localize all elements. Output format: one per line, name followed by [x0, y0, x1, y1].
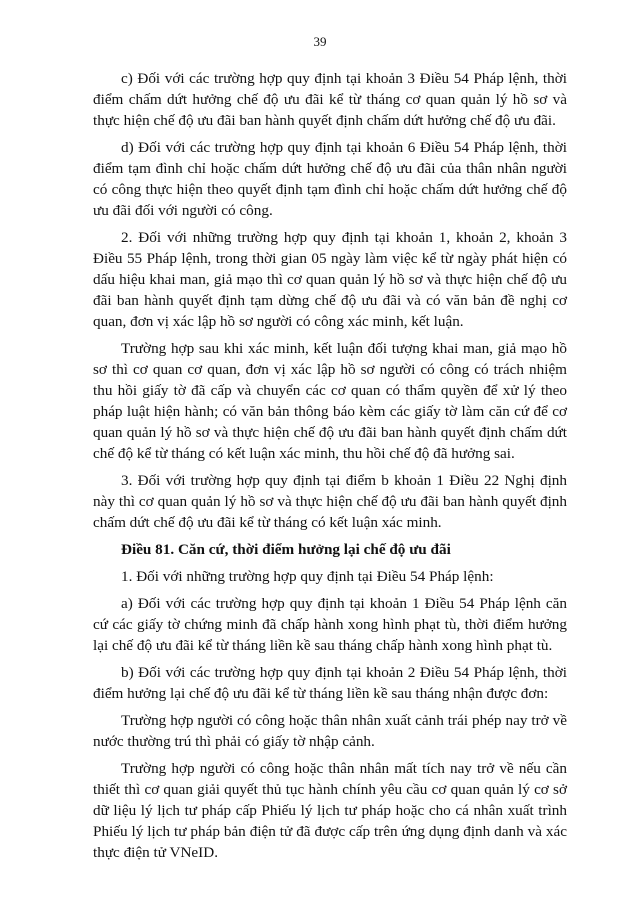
paragraph-b-khoan-2: b) Đối với các trường hợp quy định tại khoản 2 Điều 54 Pháp lệnh, thời điểm hưởng lại chế độ ưu đãi kể từ tháng liền kề sau tháng nhận được đơn:	[93, 664, 567, 702]
paragraph-a-khoan-1: a) Đối với các trường hợp quy định tại khoản 1 Điều 54 Pháp lệnh căn cứ các giấy tờ chứng minh đã chấp hành xong hình phạt tù, thời điểm hưởng lại chế độ ưu đãi kể từ tháng liền kề sau tháng chấp hành xong hình phạt tù.	[93, 595, 567, 654]
paragraph-2-dieu-55: 2. Đối với những trường hợp quy định tại khoản 1, khoản 2, khoản 3 Điều 55 Pháp lệnh, trong thời gian 05 ngày làm việc kể từ ngày phát hiện có dấu hiệu khai man, giả mạo thì cơ quan quản lý hồ sơ và thực hiện chế độ ưu đãi ban hành quyết định tạm dừng chế độ ưu đãi và có văn bản đề nghị cơ quan, đơn vị xác lập hồ sơ người có công xác minh, kết luận.	[93, 229, 567, 330]
document-body	[93, 68, 567, 869]
article-81-heading: Điều 81. Căn cứ, thời điểm hưởng lại chế độ ưu đãi	[121, 541, 451, 558]
paragraph-khai-man: Trường hợp sau khi xác minh, kết luận đối tượng khai man, giả mạo hồ sơ thì cơ quan cơ quan, đơn vị xác lập hồ sơ người có công có trách nhiệm thu hồi giấy tờ đã cấp và chuyển các cơ quan có thẩm quyền để xử lý theo pháp luật hiện hành; có văn bản thông báo kèm các giấy tờ làm căn cứ để cơ quan quản lý hồ sơ và thực hiện chế độ ưu đãi ban hành quyết định chấm dứt chế độ kể từ tháng có kết luận xác minh, thu hồi chế độ đã hưởng sai.	[93, 340, 567, 462]
paragraph-xuat-canh: Trường hợp người có công hoặc thân nhân xuất cảnh trái phép nay trở về nước thường trú thì phải có giấy tờ nhập cảnh.	[93, 712, 567, 750]
paragraph-1-dieu-54: 1. Đối với những trường hợp quy định tại Điều 54 Pháp lệnh:	[121, 568, 494, 585]
paragraph-mat-tich: Trường hợp người có công hoặc thân nhân mất tích nay trở về nếu cần thiết thì cơ quan giải quyết thủ tục hành chính yêu cầu cơ quan quản lý cơ sở dữ liệu lý lịch tư pháp cấp Phiếu lý lịch tư pháp hoặc cho cá nhân xuất trình Phiếu lý lịch tư pháp bản điện tử đã được cấp trên ứng dụng định danh và xác thực điện tử VNeID.	[93, 760, 567, 861]
page-number: 39	[313, 34, 327, 49]
paragraph-3-dieu-22: 3. Đối với trường hợp quy định tại điểm b khoản 1 Điều 22 Nghị định này thì cơ quan quản lý hồ sơ và thực hiện chế độ ưu đãi ban hành quyết định chấm dứt chế độ ưu đãi kể từ tháng có kết luận xác minh.	[93, 472, 567, 531]
paragraph-d-khoan-6: d) Đối với các trường hợp quy định tại khoản 6 Điều 54 Pháp lệnh, thời điểm tạm đình chỉ hoặc chấm dứt hưởng chế độ ưu đãi của thân nhân người có công thực hiện theo quyết định tạm đình chỉ hoặc chấm dứt hưởng chế độ ưu đãi đối với người có công.	[93, 139, 567, 219]
paragraph-c-khoan-3: c) Đối với các trường hợp quy định tại khoản 3 Điều 54 Pháp lệnh, thời điểm chấm dứt hưởng chế độ ưu đãi kể từ tháng cơ quan quản lý hồ sơ và thực hiện chế độ ưu đãi ban hành quyết định chấm dứt hưởng chế độ ưu đãi.	[93, 70, 567, 129]
